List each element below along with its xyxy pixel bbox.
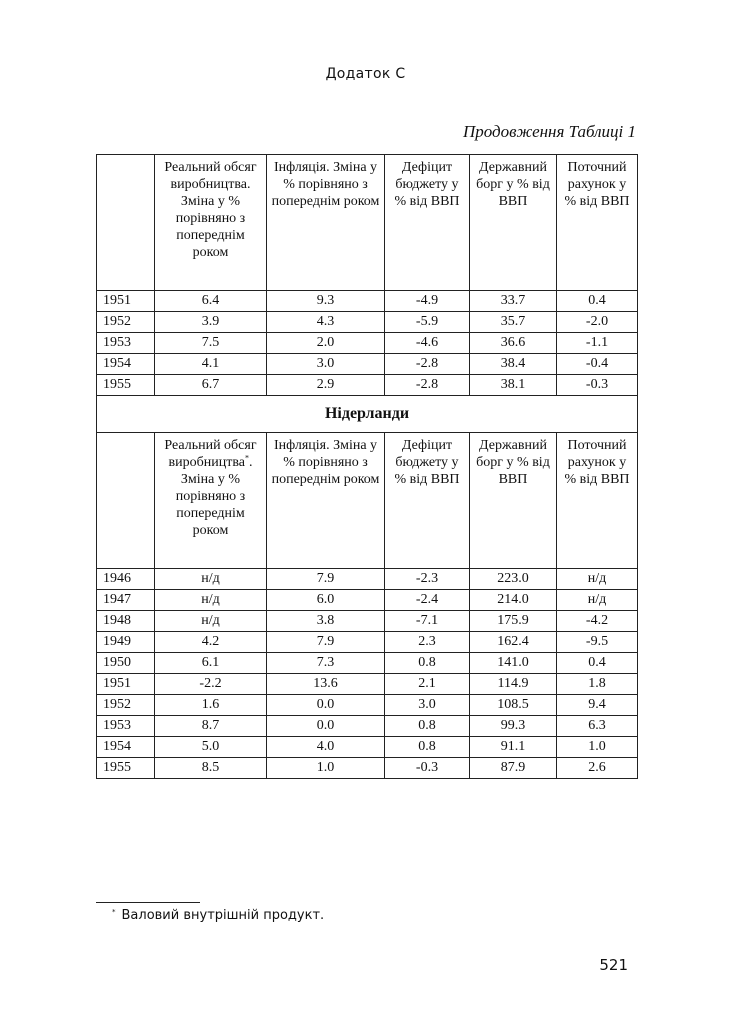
value-cell: 9.4 bbox=[557, 695, 638, 716]
value-cell: -9.5 bbox=[557, 632, 638, 653]
header-real-output-2-rest: . Зміна у % порівняно з попереднім роком bbox=[175, 455, 253, 538]
value-cell: 33.7 bbox=[470, 291, 557, 312]
value-cell: -2.8 bbox=[385, 354, 470, 375]
value-cell: 36.6 bbox=[470, 333, 557, 354]
year-cell: 1953 bbox=[97, 333, 155, 354]
year-cell: 1948 bbox=[97, 611, 155, 632]
page-number: 521 bbox=[599, 956, 628, 974]
value-cell: 7.9 bbox=[267, 569, 385, 590]
value-cell: 1.8 bbox=[557, 674, 638, 695]
value-cell: 35.7 bbox=[470, 312, 557, 333]
year-cell: 1951 bbox=[97, 674, 155, 695]
header-debt: Державний борг у % від ВВП bbox=[470, 155, 557, 291]
header-inflation: Інфляція. Зміна у % порівняно з попереднім роком bbox=[267, 155, 385, 291]
value-cell: 3.0 bbox=[267, 354, 385, 375]
value-cell: 0.8 bbox=[385, 716, 470, 737]
value-cell: 5.0 bbox=[155, 737, 267, 758]
value-cell: 2.1 bbox=[385, 674, 470, 695]
value-cell: 0.4 bbox=[557, 291, 638, 312]
value-cell: -4.9 bbox=[385, 291, 470, 312]
value-cell: -2.8 bbox=[385, 375, 470, 396]
value-cell: 4.0 bbox=[267, 737, 385, 758]
year-cell: 1952 bbox=[97, 695, 155, 716]
table-row bbox=[97, 354, 638, 375]
value-cell: -2.2 bbox=[155, 674, 267, 695]
value-cell: 2.9 bbox=[267, 375, 385, 396]
value-cell: 0.4 bbox=[557, 653, 638, 674]
value-cell: 4.2 bbox=[155, 632, 267, 653]
value-cell: 214.0 bbox=[470, 590, 557, 611]
year-cell: 1949 bbox=[97, 632, 155, 653]
year-cell: 1954 bbox=[97, 737, 155, 758]
value-cell: 9.3 bbox=[267, 291, 385, 312]
value-cell: -2.0 bbox=[557, 312, 638, 333]
value-cell: н/д bbox=[557, 590, 638, 611]
value-cell: 4.3 bbox=[267, 312, 385, 333]
table-row bbox=[97, 312, 638, 333]
country-name: Нідерланди bbox=[97, 396, 638, 433]
value-cell: -0.3 bbox=[557, 375, 638, 396]
value-cell: 3.8 bbox=[267, 611, 385, 632]
value-cell: 7.5 bbox=[155, 333, 267, 354]
footnote-text: Валовий внутрішній продукт. bbox=[121, 908, 325, 923]
value-cell: 223.0 bbox=[470, 569, 557, 590]
table-row bbox=[97, 375, 638, 396]
value-cell: 13.6 bbox=[267, 674, 385, 695]
table-header-row bbox=[97, 155, 638, 291]
value-cell: 2.3 bbox=[385, 632, 470, 653]
year-cell: 1947 bbox=[97, 590, 155, 611]
header-current-account-2: Поточний рахунок у % від ВВП bbox=[557, 433, 638, 569]
value-cell: 3.9 bbox=[155, 312, 267, 333]
value-cell: 8.7 bbox=[155, 716, 267, 737]
header-year-cell-2 bbox=[97, 433, 155, 569]
value-cell: н/д bbox=[155, 569, 267, 590]
table-row bbox=[97, 653, 638, 674]
value-cell: 6.0 bbox=[267, 590, 385, 611]
value-cell: 114.9 bbox=[470, 674, 557, 695]
header-debt-2: Державний борг у % від ВВП bbox=[470, 433, 557, 569]
table-header-row-2 bbox=[97, 433, 638, 569]
data-table bbox=[96, 154, 638, 779]
value-cell: 6.7 bbox=[155, 375, 267, 396]
table-caption: Продовження Таблиці 1 bbox=[462, 122, 636, 141]
value-cell: -0.3 bbox=[385, 758, 470, 779]
value-cell: -4.2 bbox=[557, 611, 638, 632]
footnote-ref: * bbox=[244, 453, 249, 463]
year-cell: 1953 bbox=[97, 716, 155, 737]
table-row bbox=[97, 695, 638, 716]
table-row bbox=[97, 737, 638, 758]
header-current-account: Поточний рахунок у % від ВВП bbox=[557, 155, 638, 291]
value-cell: -5.9 bbox=[385, 312, 470, 333]
table-row bbox=[97, 716, 638, 737]
header-deficit-2: Дефіцит бюджету у % від ВВП bbox=[385, 433, 470, 569]
year-cell: 1955 bbox=[97, 375, 155, 396]
value-cell: -7.1 bbox=[385, 611, 470, 632]
year-cell: 1954 bbox=[97, 354, 155, 375]
year-cell: 1955 bbox=[97, 758, 155, 779]
value-cell: н/д bbox=[155, 590, 267, 611]
value-cell: 0.0 bbox=[267, 695, 385, 716]
page-header: Додаток С bbox=[325, 66, 406, 82]
header-deficit: Дефіцит бюджету у % від ВВП bbox=[385, 155, 470, 291]
value-cell: 1.0 bbox=[267, 758, 385, 779]
year-cell: 1952 bbox=[97, 312, 155, 333]
value-cell: 6.3 bbox=[557, 716, 638, 737]
header-inflation-2: Інфляція. Зміна у % порівняно з попереднім роком bbox=[267, 433, 385, 569]
table-row bbox=[97, 569, 638, 590]
header-real-output-2-text: Реальний обсяг виробництва bbox=[164, 438, 257, 470]
value-cell: 91.1 bbox=[470, 737, 557, 758]
country-row bbox=[97, 396, 638, 433]
footnote bbox=[112, 908, 324, 923]
value-cell: н/д bbox=[155, 611, 267, 632]
table-row bbox=[97, 632, 638, 653]
value-cell: 175.9 bbox=[470, 611, 557, 632]
value-cell: 1.0 bbox=[557, 737, 638, 758]
value-cell: 38.4 bbox=[470, 354, 557, 375]
value-cell: 108.5 bbox=[470, 695, 557, 716]
year-cell: 1950 bbox=[97, 653, 155, 674]
value-cell: 0.8 bbox=[385, 653, 470, 674]
value-cell: 6.1 bbox=[155, 653, 267, 674]
value-cell: 162.4 bbox=[470, 632, 557, 653]
value-cell: 87.9 bbox=[470, 758, 557, 779]
value-cell: 8.5 bbox=[155, 758, 267, 779]
year-cell: 1951 bbox=[97, 291, 155, 312]
table-row bbox=[97, 674, 638, 695]
value-cell: 0.0 bbox=[267, 716, 385, 737]
value-cell: 7.9 bbox=[267, 632, 385, 653]
table-row bbox=[97, 333, 638, 354]
value-cell: 2.6 bbox=[557, 758, 638, 779]
table-row bbox=[97, 590, 638, 611]
value-cell: 2.0 bbox=[267, 333, 385, 354]
value-cell: 99.3 bbox=[470, 716, 557, 737]
value-cell: 4.1 bbox=[155, 354, 267, 375]
table-row bbox=[97, 611, 638, 632]
value-cell: 7.3 bbox=[267, 653, 385, 674]
table-row bbox=[97, 758, 638, 779]
value-cell: -1.1 bbox=[557, 333, 638, 354]
value-cell: н/д bbox=[557, 569, 638, 590]
value-cell: 3.0 bbox=[385, 695, 470, 716]
header-real-output: Реальний обсяг виробництва. Зміна у % порівняно з попереднім роком bbox=[155, 155, 267, 291]
footnote-mark: * bbox=[112, 907, 116, 916]
value-cell: -0.4 bbox=[557, 354, 638, 375]
value-cell: 6.4 bbox=[155, 291, 267, 312]
table-row bbox=[97, 291, 638, 312]
value-cell: -4.6 bbox=[385, 333, 470, 354]
footnote-rule bbox=[96, 902, 200, 903]
value-cell: -2.3 bbox=[385, 569, 470, 590]
year-cell: 1946 bbox=[97, 569, 155, 590]
header-year-cell bbox=[97, 155, 155, 291]
value-cell: 1.6 bbox=[155, 695, 267, 716]
value-cell: -2.4 bbox=[385, 590, 470, 611]
value-cell: 0.8 bbox=[385, 737, 470, 758]
value-cell: 141.0 bbox=[470, 653, 557, 674]
header-real-output-2 bbox=[155, 433, 267, 569]
value-cell: 38.1 bbox=[470, 375, 557, 396]
